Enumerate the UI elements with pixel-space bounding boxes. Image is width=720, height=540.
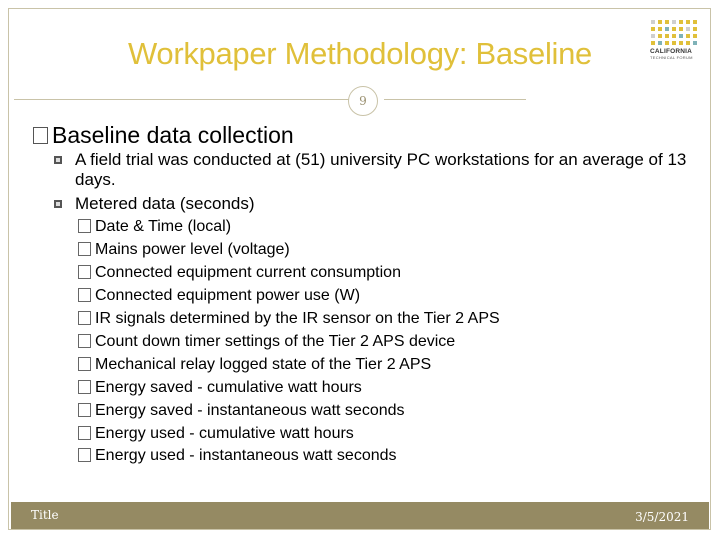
logo-dot xyxy=(679,27,683,31)
sub-list-item-text: Count down timer settings of the Tier 2 APS device xyxy=(95,333,456,350)
box-bullet-icon xyxy=(78,403,91,417)
sub-list-item-text: Mains power level (voltage) xyxy=(95,241,290,258)
logo-dot xyxy=(658,27,662,31)
sub-list-item xyxy=(78,446,397,466)
square-bullet-icon xyxy=(54,200,62,208)
logo-dot xyxy=(658,41,662,45)
sub-list-item xyxy=(78,332,455,352)
logo-dot xyxy=(686,41,690,45)
logo-dot xyxy=(665,34,669,38)
section-heading xyxy=(33,122,294,149)
logo-wordmark: CALIFORNIA xyxy=(650,48,693,55)
logo-dot xyxy=(686,34,690,38)
footer-title: Title xyxy=(31,508,59,522)
sub-list-item xyxy=(78,263,401,283)
logo-dot xyxy=(693,41,697,45)
footer-bar xyxy=(11,502,709,529)
sub-list-item xyxy=(78,378,362,398)
box-bullet-icon xyxy=(78,242,91,256)
sub-list-item xyxy=(78,424,354,444)
box-bullet-icon xyxy=(78,334,91,348)
sub-list-item-text: Energy used - instantaneous watt seconds xyxy=(95,447,397,464)
box-bullet-icon xyxy=(78,357,91,371)
logo-dot xyxy=(658,34,662,38)
logo-dot xyxy=(693,27,697,31)
logo-dot-grid xyxy=(651,20,700,45)
section-heading-text: Baseline data collection xyxy=(52,122,294,148)
box-bullet-icon xyxy=(78,288,91,302)
logo-subtitle: TECHNICAL FORUM xyxy=(650,55,693,60)
sub-list-item xyxy=(78,355,431,375)
list-item-text: Metered data (seconds) xyxy=(75,194,255,213)
logo-dot xyxy=(665,27,669,31)
sub-list-item-text: Connected equipment current consumption xyxy=(95,264,401,281)
slide-title: Workpaper Methodology: Baseline xyxy=(127,36,592,71)
box-bullet-icon xyxy=(78,426,91,440)
checkbox-bullet-icon xyxy=(33,127,48,144)
logo-dot xyxy=(693,34,697,38)
sub-list-item-text: Mechanical relay logged state of the Tier 2 APS xyxy=(95,356,432,373)
box-bullet-icon xyxy=(78,219,91,233)
sub-list-item xyxy=(78,309,500,329)
sub-list-item-text: Date & Time (local) xyxy=(95,218,232,235)
footer-date: 3/5/2021 xyxy=(635,510,689,524)
header-divider-right xyxy=(384,99,526,100)
sub-list-item xyxy=(78,217,231,237)
box-bullet-icon xyxy=(78,380,91,394)
logo-dot xyxy=(672,34,676,38)
box-bullet-icon xyxy=(78,311,91,325)
logo-dot xyxy=(665,20,669,24)
logo-dot xyxy=(672,27,676,31)
logo-dot xyxy=(665,41,669,45)
logo-dot xyxy=(651,41,655,45)
logo-dot xyxy=(651,34,655,38)
sub-list-item xyxy=(78,401,405,421)
box-bullet-icon xyxy=(78,448,91,462)
logo-dot xyxy=(672,20,676,24)
sub-list-item xyxy=(78,286,360,306)
logo-dot xyxy=(651,27,655,31)
sub-list-item-text: Energy saved - cumulative watt hours xyxy=(95,379,362,396)
list-item-text: A field trial was conducted at (51) university PC workstations for an average of 13 days. xyxy=(75,150,687,189)
logo-dot xyxy=(672,41,676,45)
logo-dot xyxy=(658,20,662,24)
logo-dot xyxy=(693,20,697,24)
logo-dot xyxy=(651,20,655,24)
california-technical-forum-logo xyxy=(650,20,700,72)
logo-dot xyxy=(679,34,683,38)
logo-dot xyxy=(679,20,683,24)
list-item xyxy=(54,194,694,214)
square-bullet-icon xyxy=(54,156,62,164)
page-number-badge: 9 xyxy=(348,86,378,116)
logo-dot xyxy=(686,20,690,24)
box-bullet-icon xyxy=(78,265,91,279)
sub-list-item-text: Energy used - cumulative watt hours xyxy=(95,425,354,442)
header-divider-left xyxy=(14,99,350,100)
sub-list-item-text: IR signals determined by the IR sensor on the Tier 2 APS xyxy=(95,310,500,327)
logo-dot xyxy=(686,27,690,31)
sub-list-item-text: Energy saved - instantaneous watt seconds xyxy=(95,402,405,419)
sub-list-item-text: Connected equipment power use (W) xyxy=(95,287,361,304)
sub-list-item xyxy=(78,240,290,260)
logo-dot xyxy=(679,41,683,45)
list-item xyxy=(54,150,694,190)
